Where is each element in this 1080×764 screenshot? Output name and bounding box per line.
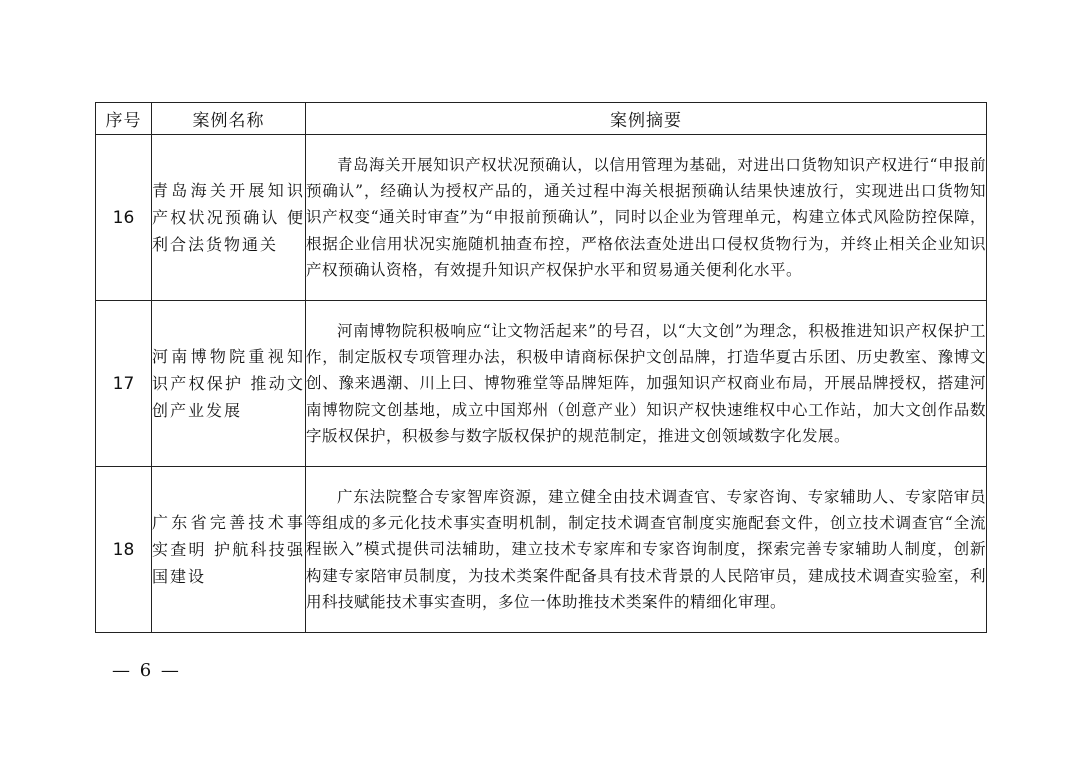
case-name: 青岛海关开展知识产权状况预确认 便利合法货物通关	[152, 135, 306, 301]
case-index: 18	[96, 467, 152, 633]
table-header-row	[96, 103, 987, 135]
case-summary: 广东法院整合专家智库资源，建立健全由技术调查官、专家咨询、专家辅助人、专家陪审员等组成的多元化技术事实查明机制，制定技术调查官制度实施配套文件，创立技术调查官“全流程嵌入”模式提供司法辅助，建立技术专家库和专家咨询制度，探索完善专家辅助人制度，创新构建专家陪审员制度，为技术类案件配备具有技术背景的人民陪审员，建成技术调查实验室，利用科技赋能技术事实查明，多位一体助推技术类案件的精细化审理。	[306, 467, 987, 633]
case-name: 广东省完善技术事实查明 护航科技强国建设	[152, 467, 306, 633]
header-case-name: 案例名称	[152, 103, 306, 135]
table-row	[96, 301, 987, 467]
case-index: 17	[96, 301, 152, 467]
case-name: 河南博物院重视知识产权保护 推动文创产业发展	[152, 301, 306, 467]
table-row	[96, 467, 987, 633]
case-summary: 青岛海关开展知识产权状况预确认，以信用管理为基础，对进出口货物知识产权进行“申报前预确认”，经确认为授权产品的，通关过程中海关根据预确认结果快速放行，实现进出口货物知识产权变“通关时审查”为“申报前预确认”，同时以企业为管理单元，构建立体式风险防控保障，根据企业信用状况实施随机抽查布控，严格依法查处进出口侵权货物行为，并终止相关企业知识产权预确认资格，有效提升知识产权保护水平和贸易通关便利化水平。	[306, 135, 987, 301]
page-number: — 6 —	[112, 660, 181, 681]
header-index: 序号	[96, 103, 152, 135]
case-table	[95, 102, 987, 633]
table-row	[96, 135, 987, 301]
case-summary: 河南博物院积极响应“让文物活起来”的号召，以“大文创”为理念，积极推进知识产权保护工作，制定版权专项管理办法，积极申请商标保护文创品牌，打造华夏古乐团、历史教室、豫博文创、豫来遇潮、川上曰、博物雅堂等品牌矩阵，加强知识产权商业布局，开展品牌授权，搭建河南博物院文创基地，成立中国郑州（创意产业）知识产权快速维权中心工作站，加大文创作品数字版权保护，积极参与数字版权保护的规范制定，推进文创领域数字化发展。	[306, 301, 987, 467]
header-case-summary: 案例摘要	[306, 103, 987, 135]
case-index: 16	[96, 135, 152, 301]
